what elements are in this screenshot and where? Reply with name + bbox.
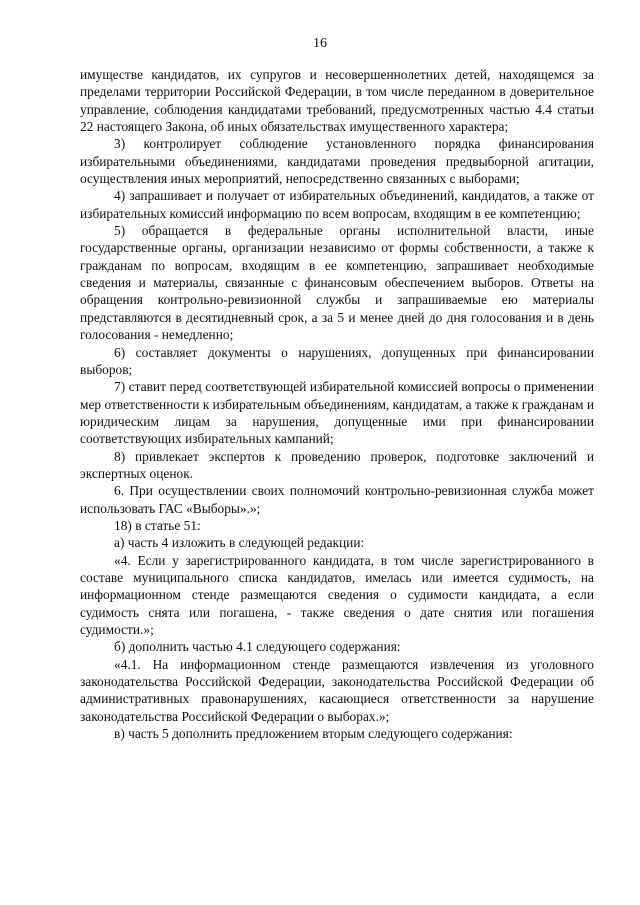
paragraph-subitem-b: б) дополнить частью 4.1 следующего содержания: bbox=[114, 639, 401, 655]
page-number: 16 bbox=[313, 36, 327, 51]
paragraph-subitem-v: в) часть 5 дополнить предложением вторым следующего содержания: bbox=[114, 726, 513, 742]
paragraph-item-5: 5) обращается в федеральные органы исполнительной власти, иные государственные органы, организации независимо от формы собственности, а также к гражданам по вопросам, входящим в ее компетенцию, запрашивает необходимые сведения и материалы, связанные с финансовым обеспечением выборов. Ответы на обращения контрольно-ревизионной службы и запрашиваемые ею материалы представляются в десятидневный срок, а за 5 и менее дней до дня голосования и в день голосования - немедленно; bbox=[80, 223, 594, 343]
paragraph-item-3: 3) контролирует соблюдение установленного порядка финансирования избирательными объединениями, кандидатами проведения предвыборной агитации, осуществления иных мероприятий, непосредственно связанных с выборами; bbox=[80, 136, 594, 187]
paragraph-part-6: 6. При осуществлении своих полномочий контрольно-ревизионная служба может использовать ГАС «Выборы».»; bbox=[80, 483, 594, 516]
paragraph-part-4-1-text: «4.1. На информационном стенде размещаются извлечения из уголовного законодательства Российской Федерации, законодательства Российской Федерации об административных правонарушениях, касающиеся ответственности за нарушение законодательства Российской Федерации о выборах.»; bbox=[80, 656, 594, 724]
paragraph-item-7: 7) ставит перед соответствующей избирательной комиссией вопросы о применении мер ответственности к избирательным объединениям, кандидатам, а также к гражданам и юридическим лицам за нарушения, допущенные ими при финансировании соответствующих избирательных кампаний; bbox=[80, 379, 594, 447]
paragraph-item-18: 18) в статье 51: bbox=[114, 517, 201, 533]
document-body bbox=[80, 66, 594, 742]
paragraph-item-8: 8) привлекает экспертов к проведению проверок, подготовке заключений и экспертных оценок. bbox=[80, 448, 594, 481]
paragraph-subitem-a: а) часть 4 изложить в следующей редакции: bbox=[114, 535, 365, 551]
paragraph-item-6: 6) составляет документы о нарушениях, допущенных при финансировании выборов; bbox=[80, 344, 594, 377]
paragraph-part-4-text: «4. Если у зарегистрированного кандидата, в том числе зарегистрированного в составе муниципального списка кандидатов, имелась или имеется судимость, на информационном стенде размещаются сведения о судимости кандидата, а если судимость снята или погашена, - также сведения о дате снятия или погашения судимости.»; bbox=[80, 552, 594, 637]
paragraph-continuation: имуществе кандидатов, их супругов и несовершеннолетних детей, находящемся за пределами территории Российской Федерации, в том числе переданном в доверительное управление, соблюдения кандидатами требований, предусмотренных частью 4.4 статьи 22 настоящего Закона, об иных обязательствах имущественного характера; bbox=[80, 67, 594, 135]
paragraph-item-4: 4) запрашивает и получает от избирательных объединений, кандидатов, а также от избирательных комиссий информацию по всем вопросам, входящим в ее компетенцию; bbox=[80, 188, 594, 221]
